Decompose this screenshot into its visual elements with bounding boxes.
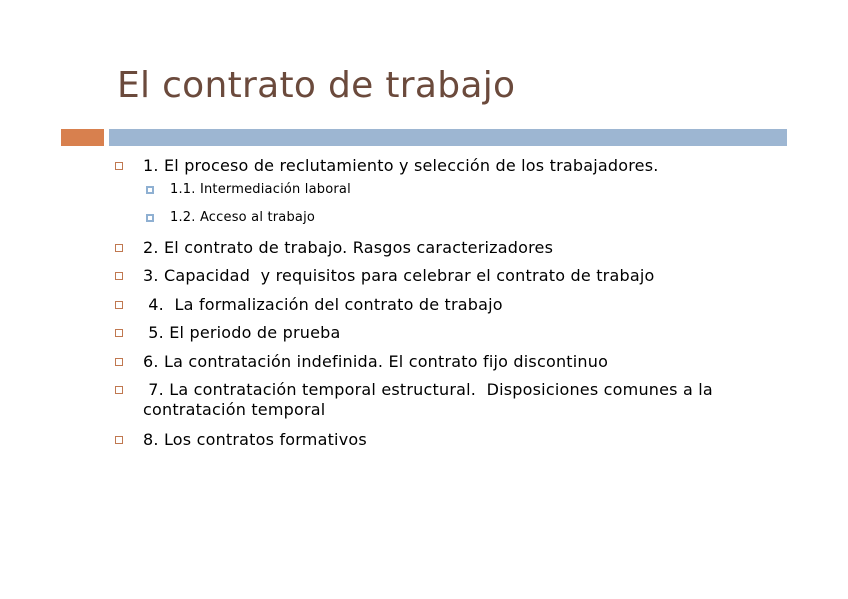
list-item bbox=[113, 295, 763, 314]
list-item-text: 1. El proceso de reclutamiento y selección de los trabajadores. bbox=[143, 156, 659, 175]
square-bullet-icon bbox=[115, 329, 123, 337]
slide-title: El contrato de trabajo bbox=[117, 65, 516, 106]
list-item bbox=[113, 380, 763, 420]
sub-list-item bbox=[113, 210, 763, 226]
title-underline-bar bbox=[109, 129, 787, 146]
list-item bbox=[113, 430, 763, 449]
list-item bbox=[113, 156, 763, 175]
square-bullet-icon bbox=[115, 358, 123, 366]
square-bullet-icon bbox=[115, 301, 123, 309]
content-list bbox=[113, 156, 763, 458]
list-item-text: 2. El contrato de trabajo. Rasgos caracterizadores bbox=[143, 237, 554, 257]
square-bullet-icon bbox=[115, 162, 123, 170]
square-sub-bullet-icon bbox=[146, 214, 154, 222]
sub-list-item bbox=[113, 182, 763, 198]
square-sub-bullet-icon bbox=[146, 186, 154, 194]
sub-list-item-text: 1.1. Intermediación laboral bbox=[170, 181, 351, 197]
list-item-text: 7. La contratación temporal estructural. Disposiciones comunes a la contratación temporal bbox=[143, 380, 719, 419]
title-accent-bar bbox=[61, 129, 104, 146]
list-item-text: 3. Capacidad y requisitos para celebrar el contrato de trabajo bbox=[143, 266, 655, 285]
list-item-text: 4. La formalización del contrato de trabajo bbox=[143, 294, 503, 314]
list-item bbox=[113, 266, 763, 285]
square-bullet-icon bbox=[115, 436, 123, 444]
square-bullet-icon bbox=[115, 244, 123, 252]
list-item bbox=[113, 238, 763, 257]
square-bullet-icon bbox=[115, 386, 123, 394]
list-item-text: 6. La contratación indefinida. El contrato fijo discontinuo bbox=[143, 351, 609, 371]
list-item bbox=[113, 323, 763, 342]
list-item bbox=[113, 352, 763, 371]
square-bullet-icon bbox=[115, 272, 123, 280]
sub-list-item-text: 1.2. Acceso al trabajo bbox=[170, 209, 316, 225]
list-item-text: 8. Los contratos formativos bbox=[143, 429, 367, 449]
list-item-text: 5. El periodo de prueba bbox=[143, 323, 341, 342]
